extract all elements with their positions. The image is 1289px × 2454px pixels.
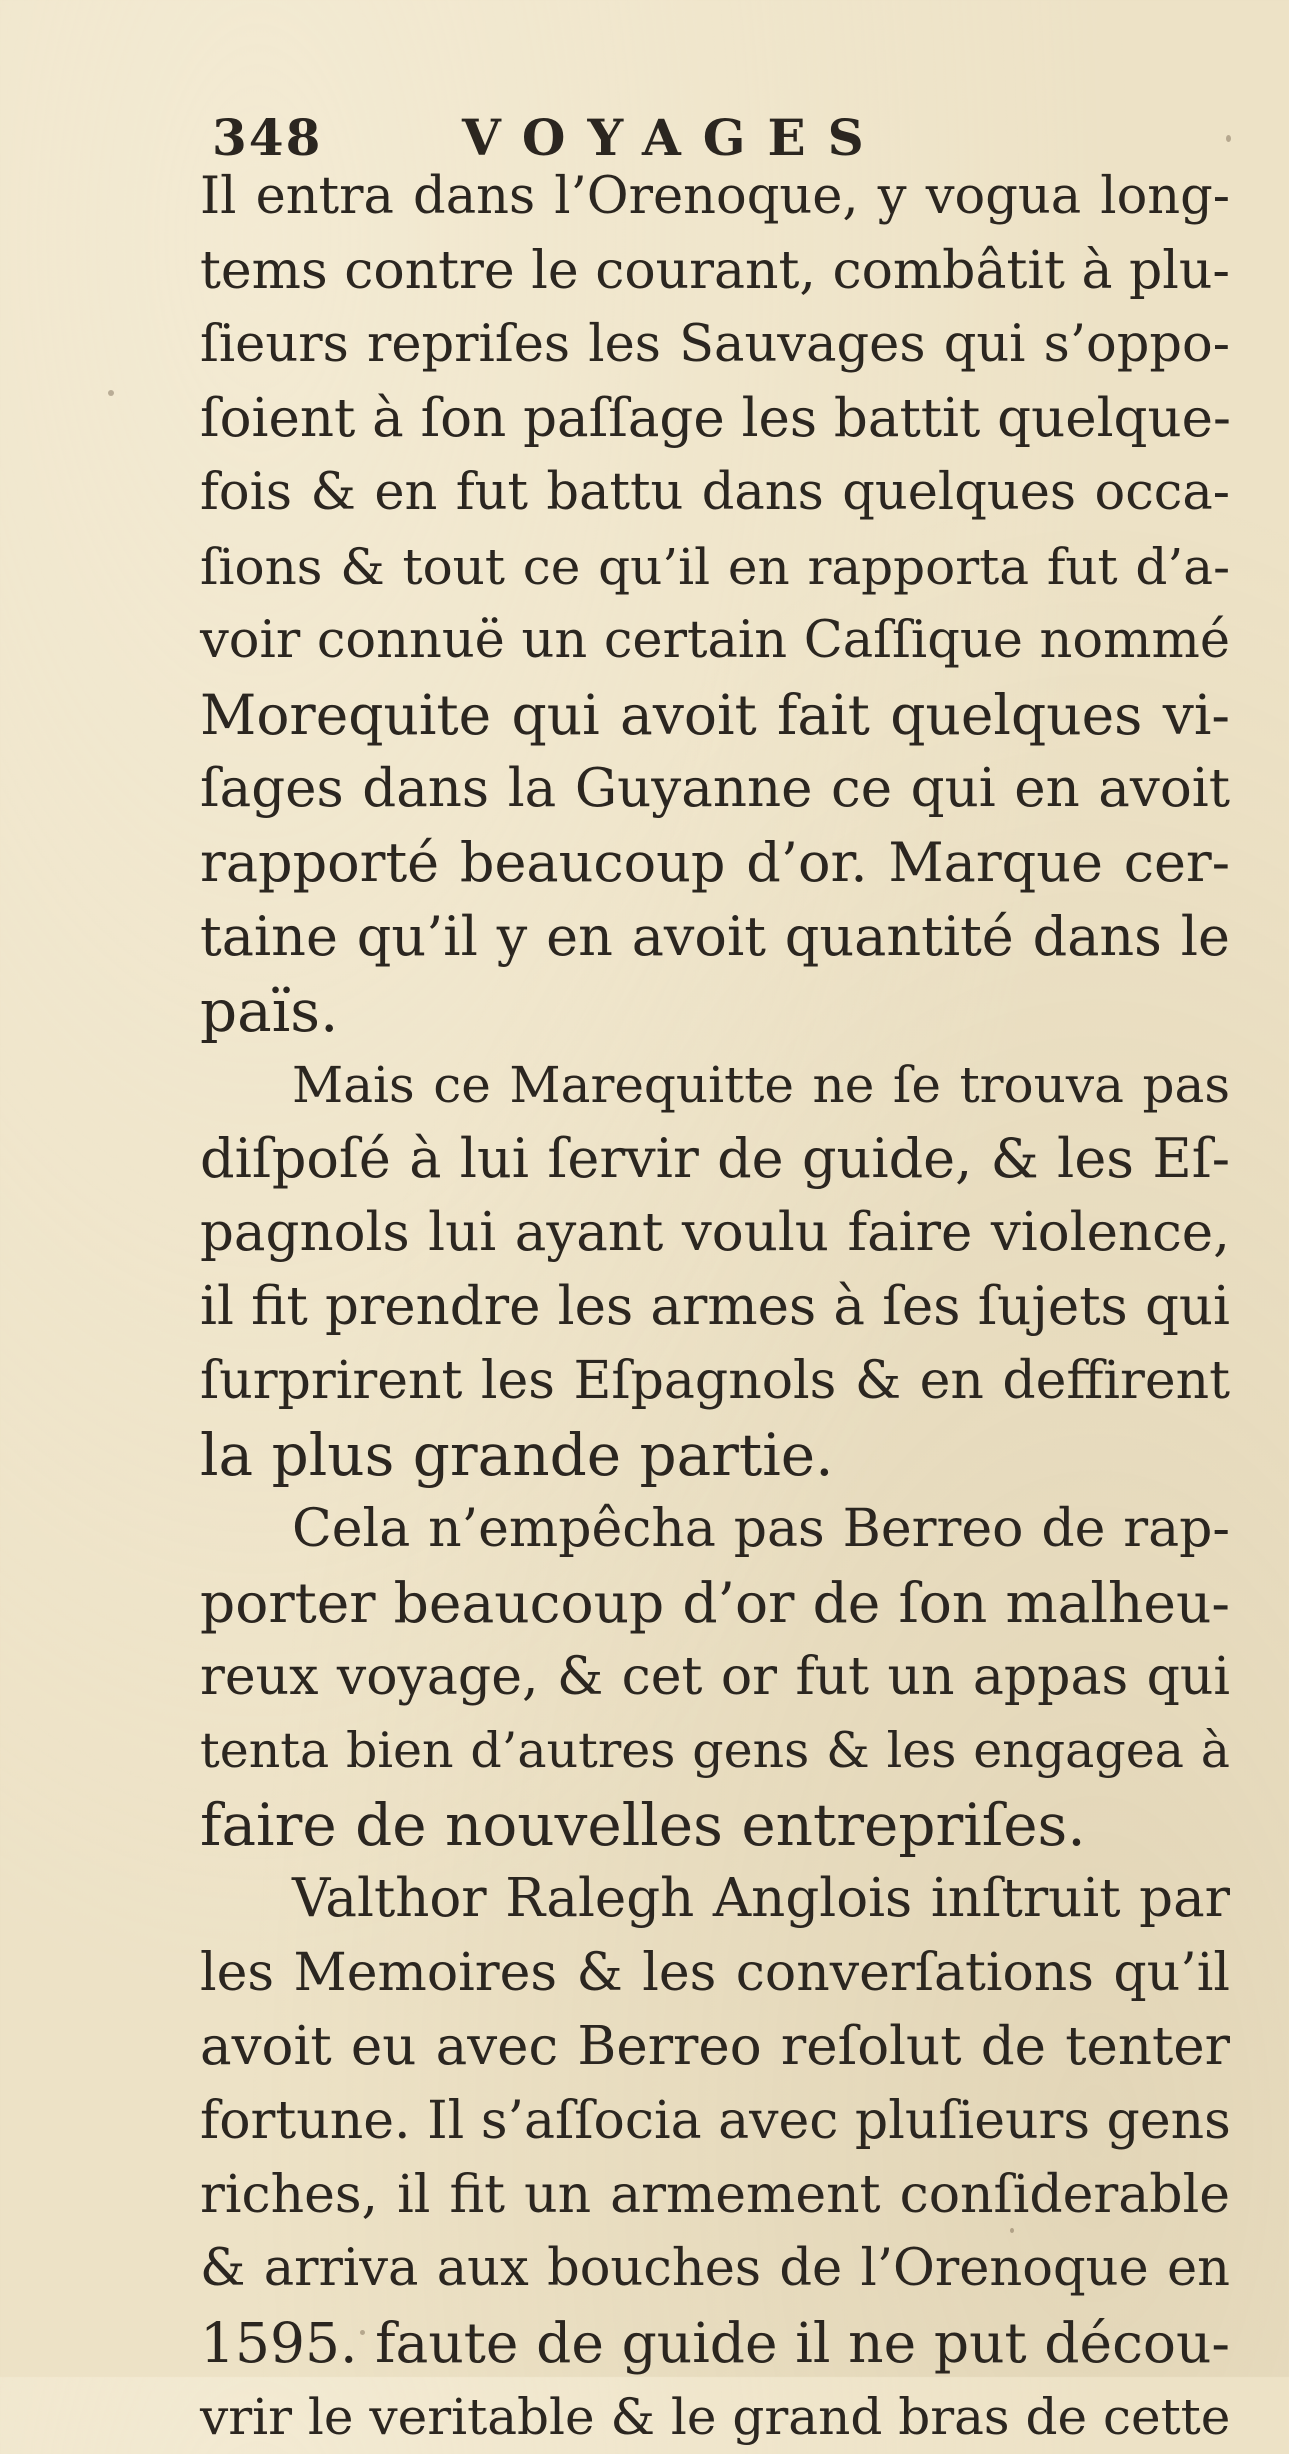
text-line: ſieurs repriſes les Sauvages qui s’oppo- bbox=[200, 315, 1230, 374]
text-line: il fit prendre les armes à ſes ſujets qui bbox=[200, 1276, 1230, 1337]
text-line: rapporté beaucoup d’or. Marque cer- bbox=[200, 831, 1230, 894]
paper-speck bbox=[108, 390, 114, 396]
text-line: les Memoires & les converſations qu’il bbox=[200, 1943, 1230, 2003]
text-line: la plus grande partie. bbox=[200, 1421, 834, 1489]
running-title: VOYAGES bbox=[462, 108, 886, 167]
paper-speck bbox=[360, 2330, 365, 2335]
text-line: païs. bbox=[200, 977, 339, 1045]
body-text bbox=[200, 160, 1230, 2454]
page-number: 348 bbox=[212, 108, 323, 167]
text-line: riches, il fit un armement conſiderable bbox=[200, 2165, 1230, 2225]
text-line: & arriva aux bouches de l’Orenoque en bbox=[200, 2239, 1230, 2298]
text-line: ſurprirent les Eſpagnols & en deffirent bbox=[200, 1351, 1230, 1411]
paragraph-start-line: Valthor Ralegh Anglois inſtruit par bbox=[292, 1868, 1230, 1929]
text-line: tenta bien d’autres gens & les engagea à bbox=[200, 1722, 1230, 1779]
text-line: ſages dans la Guyanne ce qui en avoit bbox=[200, 758, 1230, 819]
text-line: voir connuë un certain Caſſique nommé bbox=[200, 611, 1230, 670]
text-line: Il entra dans l’Orenoque, y vogua long- bbox=[200, 167, 1230, 226]
text-line: fortune. Il s’aſſocia avec pluſieurs gens bbox=[200, 2091, 1231, 2151]
paper-speck bbox=[1010, 2228, 1014, 2233]
text-line: vrir le veritable & le grand bras de cette bbox=[200, 2388, 1231, 2446]
text-line: taine qu’il y en avoit quantité dans le bbox=[200, 905, 1230, 968]
text-line: porter beaucoup d’or de ſon malheu- bbox=[200, 1571, 1230, 1635]
text-line: reux voyage, & cet or fut un appas qui bbox=[200, 1647, 1230, 1707]
text-line: pagnols lui ayant voulu faire violence, bbox=[200, 1202, 1230, 1263]
text-line: tems contre le courant, combâtit à plu- bbox=[200, 241, 1230, 301]
paragraph-start-line: Mais ce Marequitte ne ſe trouva pas bbox=[292, 1056, 1230, 1114]
text-line: diſpoſé à lui ſervir de guide, & les Eſ- bbox=[200, 1127, 1230, 1190]
paragraph-start-line: Cela n’empêcha pas Berreo de rap- bbox=[292, 1499, 1230, 1559]
text-line: ſoient à ſon paſſage les battit quelque- bbox=[200, 388, 1231, 449]
text-line: avoit eu avec Berreo reſolut de tenter bbox=[200, 2016, 1230, 2077]
text-line: Morequite qui avoit fait quelques vi- bbox=[200, 683, 1230, 747]
text-line: 1595. faute de guide il ne put décou- bbox=[200, 2311, 1230, 2375]
text-line: faire de nouvelles entrepriſes. bbox=[200, 1791, 1086, 1859]
text-line: fois & en fut battu dans quelques occa- bbox=[200, 463, 1230, 522]
paper-speck bbox=[1226, 135, 1231, 142]
text-line: ſions & tout ce qu’il en rapporta fut d’a- bbox=[200, 538, 1230, 596]
